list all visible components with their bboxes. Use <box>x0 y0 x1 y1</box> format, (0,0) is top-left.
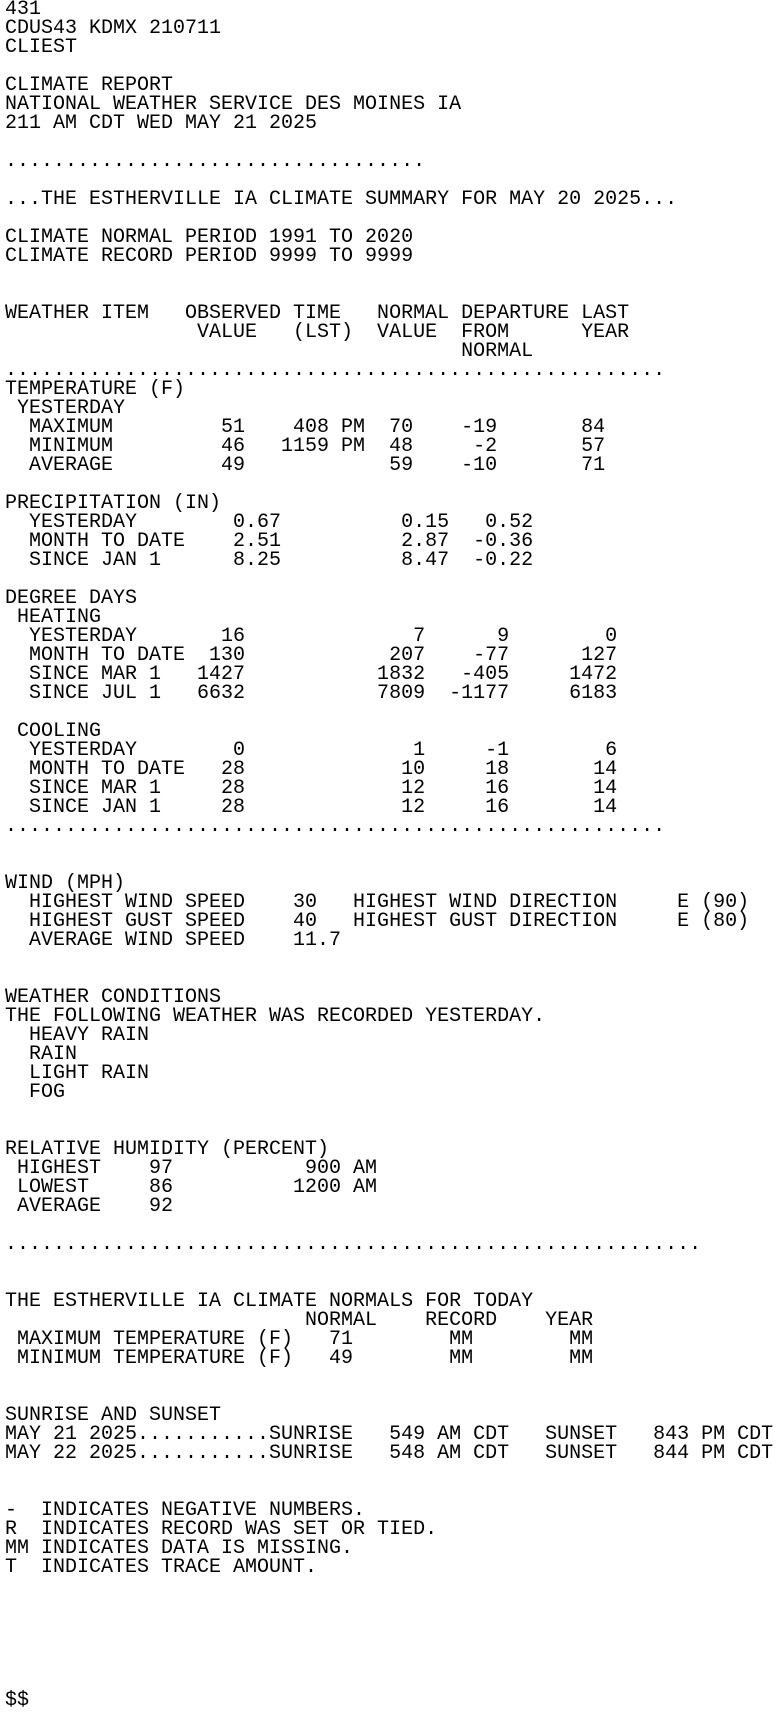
report-line <box>5 1254 778 1273</box>
report-line: 431 <box>5 0 42 21</box>
report-line: NORMAL RECORD YEAR <box>5 1309 594 1332</box>
report-line: CLIEST <box>5 36 78 59</box>
report-line: .......................................................... <box>5 1233 702 1256</box>
report-line: MONTH TO DATE 28 10 18 14 <box>5 758 618 781</box>
report-line: FOG <box>5 1081 66 1104</box>
report-line: AVERAGE WIND SPEED 11.7 <box>5 929 342 952</box>
report-line: MINIMUM TEMPERATURE (F) 49 MM MM <box>5 1347 594 1370</box>
report-line: T INDICATES TRACE AMOUNT. <box>5 1556 318 1579</box>
report-line: HIGHEST 97 900 AM <box>5 1157 378 1180</box>
report-line: AVERAGE 92 <box>5 1195 174 1218</box>
report-line: NORMAL <box>5 340 534 363</box>
report-line: SINCE MAR 1 1427 1832 -405 1472 <box>5 663 618 686</box>
report-line: TEMPERATURE (F) <box>5 378 186 401</box>
report-line <box>5 1577 778 1596</box>
report-line: R INDICATES RECORD WAS SET OR TIED. <box>5 1518 438 1541</box>
report-line: $$ <box>5 1689 30 1712</box>
report-line: SINCE JAN 1 8.25 8.47 -0.22 <box>5 549 534 572</box>
report-line: RELATIVE HUMIDITY (PERCENT) <box>5 1138 330 1161</box>
report-line: THE ESTHERVILLE IA CLIMATE NORMALS FOR TODAY <box>5 1290 534 1313</box>
report-line <box>5 1368 778 1387</box>
report-line: THE FOLLOWING WEATHER WAS RECORDED YESTERDAY. <box>5 1005 546 1028</box>
report-line: HIGHEST GUST SPEED 40 HIGHEST GUST DIRECTION E (80) <box>5 910 750 933</box>
report-line: ................................... <box>5 150 426 173</box>
report-line: YESTERDAY 0 1 -1 6 <box>5 739 618 762</box>
report-line: CLIMATE NORMAL PERIOD 1991 TO 2020 <box>5 226 414 249</box>
report-line <box>5 1463 778 1482</box>
report-line <box>5 1653 778 1672</box>
report-line: SINCE JAN 1 28 12 16 14 <box>5 796 618 819</box>
report-line: ....................................................... <box>5 815 666 838</box>
report-line: HIGHEST WIND SPEED 30 HIGHEST WIND DIRECTION E (90) <box>5 891 750 914</box>
report-line: DEGREE DAYS <box>5 587 138 610</box>
report-line: CLIMATE REPORT <box>5 74 174 97</box>
report-line: LIGHT RAIN <box>5 1062 150 1085</box>
report-line: PRECIPITATION (IN) <box>5 492 222 515</box>
report-line: WEATHER ITEM OBSERVED TIME NORMAL DEPARTURE LAST <box>5 302 630 325</box>
report-line: NATIONAL WEATHER SERVICE DES MOINES IA <box>5 93 462 116</box>
report-line: MONTH TO DATE 2.51 2.87 -0.36 <box>5 530 534 553</box>
report-line <box>5 1102 778 1121</box>
report-line <box>5 1672 778 1691</box>
report-line: MONTH TO DATE 130 207 -77 127 <box>5 644 618 667</box>
report-line: MM INDICATES DATA IS MISSING. <box>5 1537 354 1560</box>
report-line <box>5 836 778 855</box>
report-line: YESTERDAY 0.67 0.15 0.52 <box>5 511 534 534</box>
report-line: MAY 21 2025...........SUNRISE 549 AM CDT SUNSET 843 PM CDT <box>5 1423 774 1446</box>
report-line: LOWEST 86 1200 AM <box>5 1176 378 1199</box>
report-line: YESTERDAY 16 7 9 0 <box>5 625 618 648</box>
report-line: COOLING <box>5 720 102 743</box>
report-line: WIND (MPH) <box>5 872 126 895</box>
report-line: - INDICATES NEGATIVE NUMBERS. <box>5 1499 366 1522</box>
report-line: YESTERDAY <box>5 397 126 420</box>
report-line: SINCE JUL 1 6632 7809 -1177 6183 <box>5 682 618 705</box>
report-line <box>5 1615 778 1634</box>
report-line: MINIMUM 46 1159 PM 48 -2 57 <box>5 435 606 458</box>
report-line: RAIN <box>5 1043 78 1066</box>
report-line: SUNRISE AND SUNSET <box>5 1404 222 1427</box>
report-line: VALUE (LST) VALUE FROM YEAR <box>5 321 630 344</box>
report-line: MAXIMUM 51 408 PM 70 -19 84 <box>5 416 606 439</box>
report-line: WEATHER CONDITIONS <box>5 986 222 1009</box>
report-line: SINCE MAR 1 28 12 16 14 <box>5 777 618 800</box>
report-line <box>5 266 778 285</box>
report-line <box>5 950 778 969</box>
report-line: AVERAGE 49 59 -10 71 <box>5 454 606 477</box>
report-line: MAXIMUM TEMPERATURE (F) 71 MM MM <box>5 1328 594 1351</box>
report-line: CDUS43 KDMX 210711 <box>5 17 222 40</box>
report-line: HEAVY RAIN <box>5 1024 150 1047</box>
report-line: CLIMATE RECORD PERIOD 9999 TO 9999 <box>5 245 414 268</box>
report-line <box>5 1634 778 1653</box>
report-line: ...THE ESTHERVILLE IA CLIMATE SUMMARY FOR MAY 20 2025... <box>5 188 678 211</box>
report-line: MAY 22 2025...........SUNRISE 548 AM CDT SUNSET 844 PM CDT <box>5 1442 774 1465</box>
report-line <box>5 1596 778 1615</box>
report-line: ....................................................... <box>5 359 666 382</box>
report-line: 211 AM CDT WED MAY 21 2025 <box>5 112 318 135</box>
report-line <box>5 703 778 722</box>
report-line: HEATING <box>5 606 102 629</box>
